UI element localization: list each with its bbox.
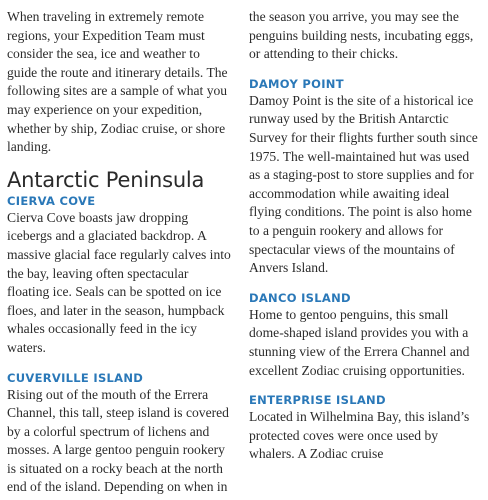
section-danco-island: [249, 290, 481, 380]
right-column: [249, 0, 481, 464]
section-title: CIERVA COVE: [7, 193, 96, 208]
intro-paragraph: When traveling in extremely remote regions, your Expedition Team must consider the sea, ice and weather to guide the route and itinerary details. The following sites are a sample of what you may experience on your expedition, whether by ship, Zodiac cruise, or shore landing.: [7, 9, 228, 155]
section-body: Home to gentoo penguins, this small dome-shaped island provides you with a stunning view of the Errera Channel and excellent Zodiac cruising opportunities.: [249, 306, 470, 378]
section-body: Cierva Cove boasts jaw dropping icebergs and a glaciated backdrop. A massive glacial face regularly calves into the bay, leaving often spectacular floating ice. Seals can be spotted on ice floes, and later in the season, humpback whales occasionally feed in the icy waters.: [7, 209, 231, 355]
section-title: DANCO ISLAND: [249, 290, 351, 305]
section-cierva-cove: [7, 193, 233, 358]
section-title: DAMOY POINT: [249, 76, 344, 91]
section-cuverville-island: [7, 370, 233, 498]
section-damoy-point: [249, 76, 481, 278]
section-title: CUVERVILLE ISLAND: [7, 370, 144, 385]
continued-paragraph: the season you arrive, you may see the penguins building nests, incubating eggs, or attending to their chicks.: [249, 9, 474, 62]
section-enterprise-island: [249, 392, 481, 464]
section-body: Located in Wilhelmina Bay, this island’s protected coves were once used by whalers. A Zodiac cruise: [249, 409, 470, 462]
left-column: [7, 0, 233, 497]
section-body: Damoy Point is the site of a historical ice runway used by the British Antarctic Survey for their flights further south since 1975. The well-maintained hut was used as a staging-post to store supplies and for accommodation while awaiting ideal flying conditions. The point is also home to a penguin rookery and allows for spectacular views of the mountains of Anvers Island.: [249, 92, 478, 276]
section-title: ENTERPRISE ISLAND: [249, 393, 386, 408]
section-body: Rising out of the mouth of the Errera Channel, this tall, steep island is covered by a colorful spectrum of lichens and mosses. A large gentoo penguin rookery is situated on a rocky beach at the north end of the island. Depending on when in: [7, 386, 229, 495]
region-heading: Antarctic Peninsula: [7, 167, 205, 192]
